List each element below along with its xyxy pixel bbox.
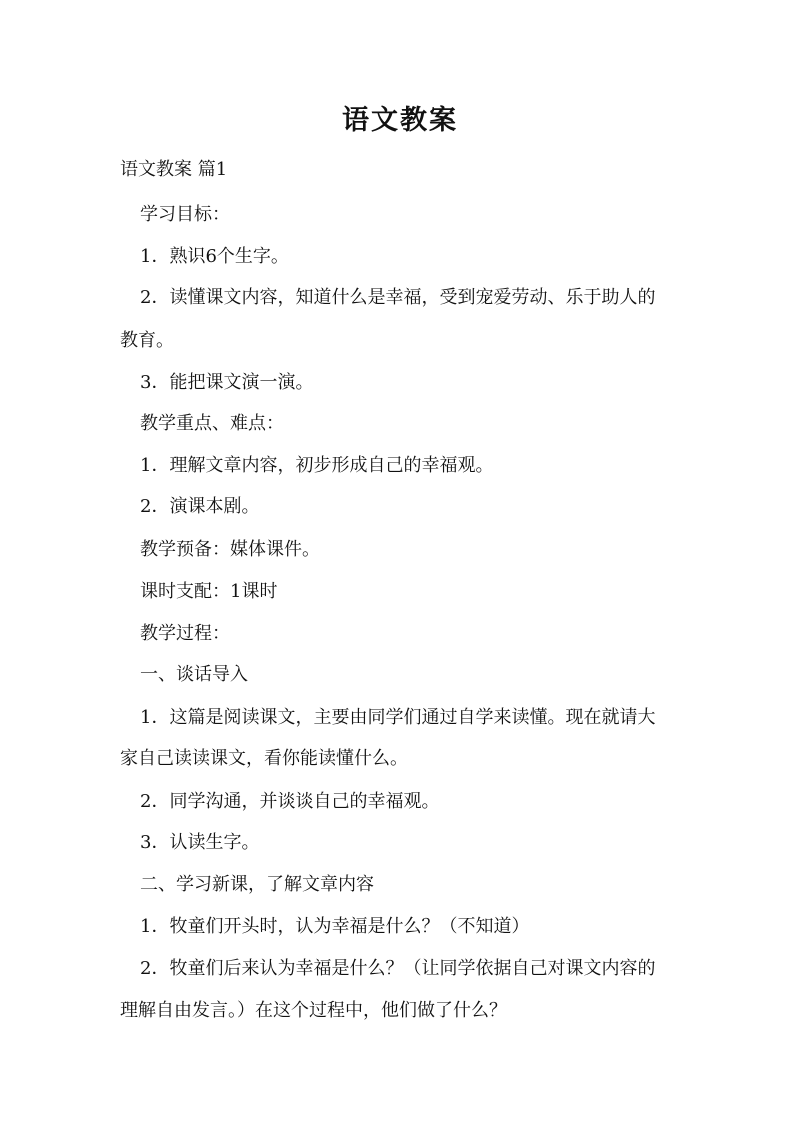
paragraph-line: 学习目标： xyxy=(140,204,230,225)
paragraph-line: 1．理解文章内容，初步形成自己的幸福观。 xyxy=(140,455,494,476)
paragraph-line: 教学重点、难点： xyxy=(140,413,284,434)
paragraph-line: 3．认读生字。 xyxy=(140,832,260,853)
paragraph-line: 1．这篇是阅读课文，主要由同学们通过自学来读懂。现在就请大 xyxy=(140,707,656,728)
paragraph-line: 教育。 xyxy=(120,330,174,351)
paragraph-line: 1．熟识6个生字。 xyxy=(140,246,289,267)
paragraph-line: 2．演课本剧。 xyxy=(140,496,260,517)
paragraph-line: 1．牧童们开头时，认为幸福是什么？（不知道） xyxy=(140,916,530,937)
paragraph-line: 二、学习新课，了解文章内容 xyxy=(140,874,374,895)
document-title: 语文教案 xyxy=(342,105,458,136)
paragraph-line: 2．读懂课文内容，知道什么是幸福，受到宠爱劳动、乐于助人的 xyxy=(140,287,656,308)
paragraph-line: 教学过程： xyxy=(140,623,230,644)
paragraph-line: 教学预备：媒体课件。 xyxy=(140,539,320,560)
paragraph-line: 家自己读读课文，看你能读懂什么。 xyxy=(120,748,408,769)
paragraph-line: 一、谈话导入 xyxy=(140,664,248,685)
paragraph-line: 课时支配：1课时 xyxy=(140,581,278,602)
paragraph-line: 理解自由发言。）在这个过程中，他们做了什么？ xyxy=(120,1000,507,1021)
section-heading: 语文教案 篇1 xyxy=(120,159,228,180)
paragraph-line: 2．牧童们后来认为幸福是什么？（让同学依据自己对课文内容的 xyxy=(140,958,656,979)
paragraph-line: 3．能把课文演一演。 xyxy=(140,372,314,393)
paragraph-line: 2．同学沟通，并谈谈自己的幸福观。 xyxy=(140,791,440,812)
